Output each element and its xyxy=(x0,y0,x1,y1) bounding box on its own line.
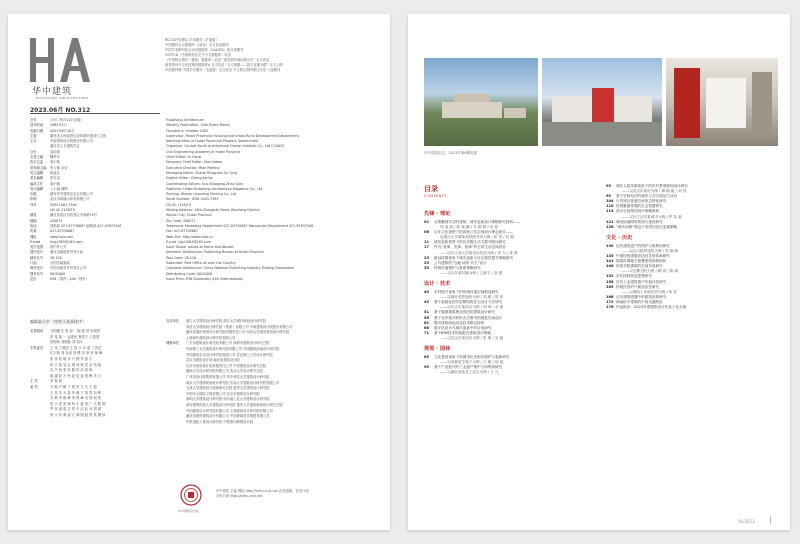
board-unit: 湖南大学设计研究院有限公司 武汉大学设计研究总院 xyxy=(186,369,263,374)
toc-entry-title: 作品推荐：2023年度建筑设计作品十佳大赛 xyxy=(616,304,687,309)
board-unit: 西安建筑科技大学建筑设计研究院 重庆大学建筑规划设计研究总院 xyxy=(186,402,283,407)
toc-entry xyxy=(606,305,778,310)
info-key: 国内发行 xyxy=(30,250,44,255)
toc-entry-title: 作为“食事、饮事、宿事”的日常生活空间设计 xyxy=(434,245,507,250)
info-value: 38-126 xyxy=(50,255,62,260)
info-value: 湖北省土木建筑学会 xyxy=(50,144,80,149)
toc-page-number: 06 xyxy=(424,230,430,235)
toc-entry-title: 闽南侨乡建筑的中西交融特征 xyxy=(616,299,663,304)
board-role xyxy=(166,420,186,426)
masthead-info-chinese xyxy=(30,118,164,282)
toc-page-number: 141 xyxy=(606,259,614,264)
info-english-line: Issue Scope: Issued at Home and Abroad xyxy=(166,245,234,250)
info-key: 传真 xyxy=(30,229,37,234)
info-value: 杨凌志 xyxy=(50,170,60,175)
info-value: 湖北省人民政府住房和城乡建设厅主管 xyxy=(50,133,107,138)
masthead-page xyxy=(8,14,390,530)
board-members: 苏 梅 李 晓 峰 李 保 峰 吴 瑞 何 依 xyxy=(50,396,102,401)
info-value: 周小刚 xyxy=(50,160,60,165)
board-role: 支持单位 xyxy=(166,319,180,323)
indexing-note: CSTPCD（中国科技论文与引文数据库）收录 xyxy=(165,53,231,57)
board-members: 李 春 舫 xyxy=(50,379,62,384)
info-key: 英文编辑 xyxy=(30,170,44,175)
info-row xyxy=(30,277,164,282)
info-key: 邮编 xyxy=(30,218,37,223)
info-english-line: Coordinating Editors: Guo Xiaopeng Zhao Qian xyxy=(166,181,244,186)
board-role: 专家委员 xyxy=(30,345,44,350)
info-key: E-mail xyxy=(30,239,41,244)
board-members: 胡 越 赵 万 民 赵 辰 崔 愷 梅 洪 元 xyxy=(50,373,102,378)
toc-entry-title: ——以岳麓书院为例 / 柳 肃 / 陈 纲 xyxy=(622,269,678,274)
toc-entry-author xyxy=(424,370,596,375)
toc-page-number: 99 xyxy=(606,194,612,199)
board-unit: 广州市设计院集团有限公司 华中科技大学建筑设计研究院 xyxy=(186,374,270,379)
board-role: 理事单位 xyxy=(166,341,180,346)
info-english-line: Subscribe: Post Office all over the Country xyxy=(166,261,236,266)
info-value: 周小刚 xyxy=(50,181,60,186)
info-english-line: Executive Director: Miao Peifeng xyxy=(166,165,220,170)
toc-page-number: 115 xyxy=(606,209,614,214)
info-value: 430071 xyxy=(50,218,63,223)
toc-entry-title: ——以武汉市某项目为例 / 张 明 / 吴 磊 xyxy=(440,335,504,340)
toc-section-heading: 先锋 · 理论 xyxy=(424,211,451,217)
indexing-note: 中国学术期刊综合评价数据库（CAJCED）统计源期刊 xyxy=(165,48,244,52)
info-english-line: Organizer: Central-South Architectural Design Institute Co., Ltd (CSADI) xyxy=(166,144,284,149)
info-value: 魏齐东 xyxy=(50,155,60,160)
toc-entry-title: 基于产业振兴的工业遗产保护与再利用研究 xyxy=(434,365,503,370)
toc-entry-title: 中国传统建筑营造技艺的传承研究 xyxy=(616,254,670,259)
toc-page-number: 40 xyxy=(424,290,430,295)
board-column-right xyxy=(166,319,376,425)
header-divider xyxy=(30,113,160,114)
info-value: 中南建筑设计院股份有限公司 xyxy=(50,139,93,144)
board-members: 罗 萍 嘉 周 卫 郑 中 洁 赵 冰 胡 斌 xyxy=(50,407,102,412)
toc-entry-title: 明清时期地方衙署建筑形制探析 xyxy=(616,259,667,264)
toc-entry-title: 历史城区街巷空间形态特征研究 xyxy=(616,199,667,204)
toc-entry-title: 城乡人居环境视角下的乡村景观规划设计研究 xyxy=(616,184,688,188)
toc-entry-title: ——以长沙某大学宿舍区改造为例 / 刘 为 / 张 晨 xyxy=(440,250,518,255)
toc-page-number xyxy=(424,336,434,341)
info-english-line: Issue Price: ¥38 (Domestic) $26 (International) xyxy=(166,276,244,281)
toc-entry-author xyxy=(424,271,596,276)
board-members: 王 英 朱 永 春 华 晓 宁 刘 剀 刘 晖 xyxy=(50,390,102,395)
board-unit: 湖北省建科建筑设计有限公司 中国建筑技术集团有限公司 xyxy=(186,414,270,419)
info-english-line: Chief Editor: Yu Hong xyxy=(166,155,201,160)
info-value: ISSN 1003-739X xyxy=(50,202,77,207)
info-english-line: Domestic Distribution: Publishing Bureau of Hubei Province xyxy=(166,250,264,255)
info-key: 刊号 xyxy=(30,202,37,207)
toc-entry-title: 传统聚落景观的生态智慧研究 xyxy=(616,204,663,209)
info-key: 电话 xyxy=(30,223,37,228)
indexing-note: 《中国核心期刊（遴选）数据库》收录 “超星期刊域出版平台” 全文收录 xyxy=(165,58,270,62)
info-value: 张元德 余宏 xyxy=(50,165,68,170)
info-value: 湖北省武汉市武昌区中南路19号 xyxy=(50,213,98,218)
toc-entry-title: 基于健康建筑理念的医院建筑设计研究 xyxy=(434,310,496,315)
toc-page-number: 172 xyxy=(606,299,614,304)
toc-page-number: 158 xyxy=(606,279,614,284)
info-key: 发行范围 xyxy=(30,245,44,250)
board-members: 张 小 虎 张 颖 杨 宇 振 邹 广 天 陈 纲 xyxy=(50,401,106,406)
indexing-note: 中国期刊全文数据库（CJFD）全文收录期刊 xyxy=(165,43,229,47)
info-value: 全国各地邮局 xyxy=(50,261,70,266)
toc-entry-title: ——以湖北省某老工业区为例 / 王 凡 xyxy=(440,370,499,375)
board-members: 万 敏 卢 峰 丁 建 民 王 凡 王 振 xyxy=(50,384,97,389)
toc-page-number: 121 xyxy=(606,219,614,224)
info-english-line: Managing Editor: Zhang Pengyuan Xu Qing xyxy=(166,170,238,175)
toc-page-number: 104 xyxy=(606,199,614,204)
board-role: 委 员 xyxy=(30,384,38,389)
board-unit: 广东省建筑设计研究院有限公司 深圳市建筑设计研究总院 xyxy=(186,341,270,346)
publisher-seal-icon xyxy=(180,484,202,506)
info-english-line: E-mail: hzjz1983@163.com xyxy=(166,239,212,244)
toc-page-number: 01 xyxy=(424,220,430,224)
toc-title-english: CONTENTS xyxy=(424,194,448,198)
campus-building-icon xyxy=(424,58,538,146)
toc-page-number: 130 xyxy=(606,243,614,248)
toc-entry-title: 基于参数化的多层钢结构住宅设计方法研究 xyxy=(434,300,503,305)
info-value: 张光龙 xyxy=(50,176,60,181)
info-key: 国外代号 xyxy=(30,271,44,276)
info-key: 邮发 xyxy=(30,213,37,218)
board-unit: 浙江大学建筑设计研究院 浙江大学城乡规划设计研究院 xyxy=(186,319,267,323)
board-members: 常 青 陈 一 孟建民 程泰宁 王建国 xyxy=(50,334,100,339)
toc-section-heading: 文化 · 历史 xyxy=(606,234,633,241)
toc-entry-title: 城市绿道网络规划与建设研究 xyxy=(616,219,663,224)
toc-entry-title: ——以武汉市某村为例 / 谭 刚 毅 / 刘 剀 xyxy=(622,189,687,194)
info-english-line: Supervisor: Hubei Provincial Housing and Urban-Rural Development Department xyxy=(166,133,299,138)
info-english-line: Civil Engineering Academy of Hubei Province xyxy=(166,149,241,154)
toc-page-number xyxy=(424,370,434,375)
info-value: 国内外公开 xyxy=(50,245,67,250)
toc-page-number: 51 xyxy=(424,310,430,315)
info-value: 1983年5月 xyxy=(50,123,68,128)
toc-page-number: 152 xyxy=(606,274,614,279)
info-value: 中国出版对外贸易总公司 xyxy=(50,266,87,271)
board-unit: 武汉市建筑设计院 湖北省建筑设计院 xyxy=(186,358,240,363)
info-value: DK42000 xyxy=(50,271,66,276)
board-members: 沈 中 伟 张 彤 陈 伯 冲 周 畅 xyxy=(50,368,93,373)
info-key: 出版日期 xyxy=(30,128,44,133)
toc-entry-title: 传统村落保护与营建策略研究 xyxy=(434,265,481,270)
toc-entry-title: ——以长江沿岸某城市为例 / 罗 萍 嘉 xyxy=(622,214,682,219)
info-english-line: Distributing Code: DK42000 xyxy=(166,271,213,276)
info-english-line: Publisher: Hubei Huazhong Architecture Magazine Co., Ltd xyxy=(166,186,263,191)
info-english-line: Founded in October 1983 xyxy=(166,128,208,133)
toc-entry-title: ——以长沙市某项目为例 / 刘 琦 / 余 鸿 xyxy=(440,305,504,310)
info-english-line: Honorary Chief Editor: Xian Jiabao xyxy=(166,160,223,165)
folio-divider xyxy=(770,516,771,524)
interior-hall-icon xyxy=(666,58,778,146)
board-members: 王 伟 王建国 王 伟 卢 永 毅 丁沃沃 xyxy=(50,345,102,350)
toc-entry-author xyxy=(424,336,596,341)
editorial-board xyxy=(30,319,376,424)
info-value: ¥38（国内）$26（国外） xyxy=(50,276,89,281)
toc-entry-title: “城市双修”理念下的老旧社区更新策略 xyxy=(616,224,678,229)
cover-photo-interior xyxy=(666,58,778,146)
board-members: 张锦秋 邹德慈 刘 加平 xyxy=(50,340,83,345)
info-english-line: Administration of Hubei Provincial People's Government xyxy=(166,139,259,144)
info-value: www.hzjz.com xyxy=(50,234,74,239)
contents-page xyxy=(408,14,790,530)
info-key: 发行编辑 xyxy=(30,186,44,191)
info-key: 名誉主编 xyxy=(30,155,44,160)
info-key: 订阅 xyxy=(30,261,37,266)
info-key: 总号 xyxy=(30,118,37,122)
board-unit: 天津大学建筑设计规划研究总院 清华大学建筑设计研究院 xyxy=(186,386,270,391)
photo-caption: 华中建筑杂志，2023年第6期封面 xyxy=(424,151,478,155)
info-value: 湖北华中建筑杂志社有限公司 xyxy=(50,192,93,197)
toc-entry-title: 既有建筑绿色改造技术路径探析 xyxy=(434,320,485,325)
page-folio: 06/2023 xyxy=(738,519,755,524)
info-key: 执行总监 xyxy=(30,160,44,165)
info-english-line: English Editor: Cheng Jianhe xyxy=(166,176,213,181)
info-key: 网址 xyxy=(30,234,37,239)
toc-page-number: 66 xyxy=(424,325,430,330)
masthead-info-english xyxy=(166,118,376,282)
info-english-line: Web Site: http://www.hzjz.cn xyxy=(166,234,214,239)
toc-page-number: 90 xyxy=(424,365,430,370)
toc-entry-title: 基于空间句法的城市公共空间活力评价 xyxy=(616,194,678,199)
info-key: 出版 xyxy=(30,192,37,197)
info-key: 海外发行 xyxy=(30,266,44,271)
toc-entry-title: 文化基因视角下的城市历史街区保护与更新研究 xyxy=(434,354,510,359)
toc-entry-title: 公共建筑的“在地·场所·共生”设计 xyxy=(434,260,487,265)
publisher-name: 华中建筑杂志社 xyxy=(178,509,200,513)
board-unit: 中国中元国际工程有限公司 北京市建筑设计研究院 xyxy=(186,391,260,396)
info-value: 丁小丽 韩锦 xyxy=(50,186,68,191)
toc-page-number: 135 xyxy=(606,254,614,259)
toc-page-number xyxy=(424,271,434,276)
toc-entry-title: ——以湘西土家族民居为例 / 何 依 xyxy=(622,289,677,294)
board-unit: 长沙市规划设计院有限责任公司 中信建筑设计研究总院 xyxy=(186,363,267,368)
toc-entry-title: 传统民居的气候适应性研究 xyxy=(616,284,660,289)
info-english-line: Mailing Address: 19th Zhongnan Road, Wuchang District, xyxy=(166,208,261,213)
indexing-note: RCCSE中国核心学术期刊（扩展版） xyxy=(165,38,219,42)
info-key: 主管 xyxy=(30,133,37,138)
toc-page-number: 95 xyxy=(606,184,612,188)
toc-entry-title: 从集聚到共享的建筑、城市更新设计策略研究探析—— xyxy=(434,220,521,224)
toc-entry-title: 百年文化视野下的高校公共空间设计理念探讨—— xyxy=(434,230,514,235)
board-members: 张 伟 张 敏 李 兴 钢 李 振 宇 xyxy=(50,356,93,361)
toc-entry xyxy=(606,225,778,230)
logo-english-name: HUAZHONG ARCHITECTURE xyxy=(36,96,89,100)
info-key: 美术编辑 xyxy=(30,176,44,181)
board-unit: 上海现代建筑设计研究院有限公司 xyxy=(186,335,236,340)
cover-photo-campus xyxy=(424,58,538,146)
board-members: 杨 宇 振 吴 志 强 何 镜 堂 余 柏 椿 xyxy=(50,362,102,367)
toc-entry-title: 新冠疫情视角下城市更新与社区韧性提升策略研究 xyxy=(434,255,514,260)
toc-section-heading: 规划 · 园林 xyxy=(424,345,451,352)
toc-page-number: 17 xyxy=(424,245,430,250)
toc-entry-title: 宋代园林营造思想研究 xyxy=(616,274,652,279)
board-row xyxy=(166,420,376,426)
info-value: CN 42-1158/TU xyxy=(50,208,76,213)
board-members: 徐 小 东 黄 凌 江 谭 刚 毅 熊 燕 魏 欣 xyxy=(50,412,106,417)
toc-page-number: 61 xyxy=(424,320,430,325)
toc-entry-title: 基于光环境分析的大学图书馆阅览空间设计 xyxy=(434,315,503,320)
toc-page-number: 85 xyxy=(424,354,430,359)
toc-entry-title: 数字化设计在城市更新中的应用研究 xyxy=(434,325,492,330)
info-key: 印刷 xyxy=(30,197,37,202)
toc-page-number: 110 xyxy=(606,204,614,209)
info-value: 武汉市珞珈山印务有限公司 xyxy=(50,197,90,202)
info-value: 袁培煌 xyxy=(50,149,60,154)
info-english-line: Serial Number: ISSN 1003-739X xyxy=(166,197,219,202)
cover-photo-plaza xyxy=(542,58,662,146)
info-english-line: Wuhan City, Hubei Province xyxy=(166,213,212,218)
board-role: 主 任 xyxy=(30,379,38,384)
contact-line: 手机扫码 http://hzhu.cnki.net xyxy=(216,494,263,498)
toc-page-number: 176 xyxy=(606,304,614,309)
info-value: 营销部 027-87330687 编辑部 027-87837548 xyxy=(50,223,122,228)
toc-entry-title: ——以湖北省恩施州为例 / 刘 敏 / 曾 伟 xyxy=(440,295,504,300)
contact-block xyxy=(216,489,309,499)
info-english-line: Overseas Distribution: China National Publishing Industry Trading Corporation xyxy=(166,266,295,271)
indexing-note: 中国期刊网 中国学术期刊（光盘版）全文收录 中文核心期刊要目总览 入选期刊 xyxy=(165,68,281,72)
board-members: 孔宇航 刘 克成 刘 甦 刘 塨 李 保 峰 xyxy=(50,351,103,356)
toc-entry-title: 传统书院建筑的空间布局研究 xyxy=(616,264,663,269)
info-key: 常务副主编 xyxy=(30,165,47,170)
info-english-line: Telephone: Marketing Department 027-87330687 Manuscript Department 027-87837548 xyxy=(166,223,314,228)
board-role: 名誉顾问 xyxy=(30,329,44,333)
indexing-notes xyxy=(165,38,375,73)
info-english-line: CN 42-1158/TU xyxy=(166,202,192,207)
plaza-building-icon xyxy=(542,58,662,146)
toc-entry-title: 汉代建筑明器中的建筑形象研究 xyxy=(616,294,667,299)
board-unit: 中国建筑东北设计研究院有限公司 武汉理工大学设计研究院 xyxy=(186,352,273,357)
info-key: 主办 xyxy=(30,139,37,144)
toc-page-number: 11 xyxy=(424,240,430,245)
hzjz-logo xyxy=(30,38,90,82)
toc-column-right xyxy=(606,184,778,310)
issue-number: 2023.06月 NO.312 xyxy=(30,107,91,114)
info-key: 编务主任 xyxy=(30,181,44,186)
board-unit: 中国建筑设计研究院有限公司 上海建筑设计研究院有限公司 xyxy=(186,408,273,413)
toc-entry-title: 滨水空间规划设计策略探析 xyxy=(616,209,660,214)
info-english-line: Zip Code: 430071 xyxy=(166,218,196,223)
toc-entry-title: 以重庆大学城某高校图书馆为例 / 张 昊 / 肖 健 xyxy=(440,235,514,240)
logo-chinese-name: 华中建筑 xyxy=(32,87,73,97)
board-unit: 湖北省城市规划设计研究院有限责任公司 同济大学城市规划设计研究院 xyxy=(186,330,290,335)
info-english-line: Printing: Wuhan Huaxiang Printing Co., Ltd xyxy=(166,192,237,197)
info-value: 月刊（每月10日出版） xyxy=(50,118,84,122)
toc-page-number: 146 xyxy=(606,264,614,269)
board-unit: 华南理工大学建筑设计研究院有限公司 中国建筑西南设计研究院 xyxy=(186,346,280,351)
board-role xyxy=(30,413,50,419)
board-unit: 南京大学建筑规划设计研究院 东南大学建筑设计研究院有限公司 xyxy=(186,380,280,385)
contact-line: 华中建筑 主编 网址 http://hzhu.cnki.net 在线投稿、在线订阅 xyxy=(216,489,309,493)
board-members: 马国馨 庄 惟 彭 一刚 崔 恺 何镜堂 xyxy=(50,329,101,333)
toc-title: 目录 xyxy=(424,185,438,193)
toc-entry-title: ——以成都宽窄巷子为例 / 万 敏 / 胡 斌 xyxy=(440,360,504,365)
toc-entry-title: 近代建筑遗产的保护与再利用研究 xyxy=(616,243,670,248)
toc-column-left xyxy=(424,206,596,375)
indexing-note: 维普资讯中文科技期刊数据库A 全文收录 “万方数据——数字化期刊群” 全文上网 xyxy=(165,63,283,67)
toc-page-number: 71 xyxy=(424,330,430,335)
info-english-line: Huazhong Architecture xyxy=(166,118,204,122)
board-unit: 中机国际工程设计研究院 中铁第四勘察设计院 xyxy=(186,419,253,424)
info-english-line: Monthly Publication, 10th Every Month xyxy=(166,123,230,128)
toc-page-number: 126 xyxy=(606,224,614,229)
toc-entry-title: 乡村振兴视角下的传统村落空间格局研究 xyxy=(434,290,499,295)
toc-entry-title: ——以山东某村落为例 / 王新宇 / 高 强 xyxy=(440,270,503,275)
board-title: 编辑委员会（按姓氏笔画排序） xyxy=(30,319,86,324)
toc-entry-title: 徐 旭 晶 / 陈 晓 鹏 / 马 娟 晴 / 吴 迪 xyxy=(440,225,499,230)
info-value: 2023年6月10日 xyxy=(50,128,75,133)
toc-section-heading: 设计 · 技术 xyxy=(424,281,451,288)
toc-page-number: 45 xyxy=(424,300,430,305)
toc-page-number: 56 xyxy=(424,315,430,320)
toc-entry-title: ——以汉口租界建筑为例 / 李 晓 峰 xyxy=(622,248,679,253)
toc-page-number: 168 xyxy=(606,294,614,299)
info-value: hzjz1983@163.com xyxy=(50,239,83,244)
toc-heading xyxy=(424,184,447,198)
toc-entry-title: 基于BIM技术的装配式建筑设计策略 xyxy=(434,330,491,335)
toc-entry-title: 城市更新背景下的历史街区活力提升路径研究 xyxy=(434,240,506,245)
info-value: 湖北省邮政报刊发行局 xyxy=(50,250,83,255)
toc-page-number: 35 xyxy=(424,265,430,270)
toc-page-number: 29 xyxy=(424,260,430,265)
info-key: 定价 xyxy=(30,276,37,281)
info-value: 027-87330687 xyxy=(50,229,75,234)
info-key: 创刊时间 xyxy=(30,123,44,128)
toc-page-number: 163 xyxy=(606,284,614,289)
toc-page-number: 23 xyxy=(424,255,430,260)
toc-entry-title: 近代工业建筑遗产价值评估研究 xyxy=(616,279,667,284)
info-english-line: Post Code: 38-126 xyxy=(166,255,197,260)
board-unit: 深圳大学建筑设计研究院 哈尔滨工业大学建筑设计研究院 xyxy=(186,397,270,402)
info-key: 邮发代号 xyxy=(30,255,44,260)
info-english-line: Fax: 027-87330687 xyxy=(166,229,198,234)
board-unit: 同济大学建筑设计研究院（集团）有限公司 中南建筑设计院股份有限公司 xyxy=(186,324,293,329)
info-key: 社长 xyxy=(30,149,37,154)
